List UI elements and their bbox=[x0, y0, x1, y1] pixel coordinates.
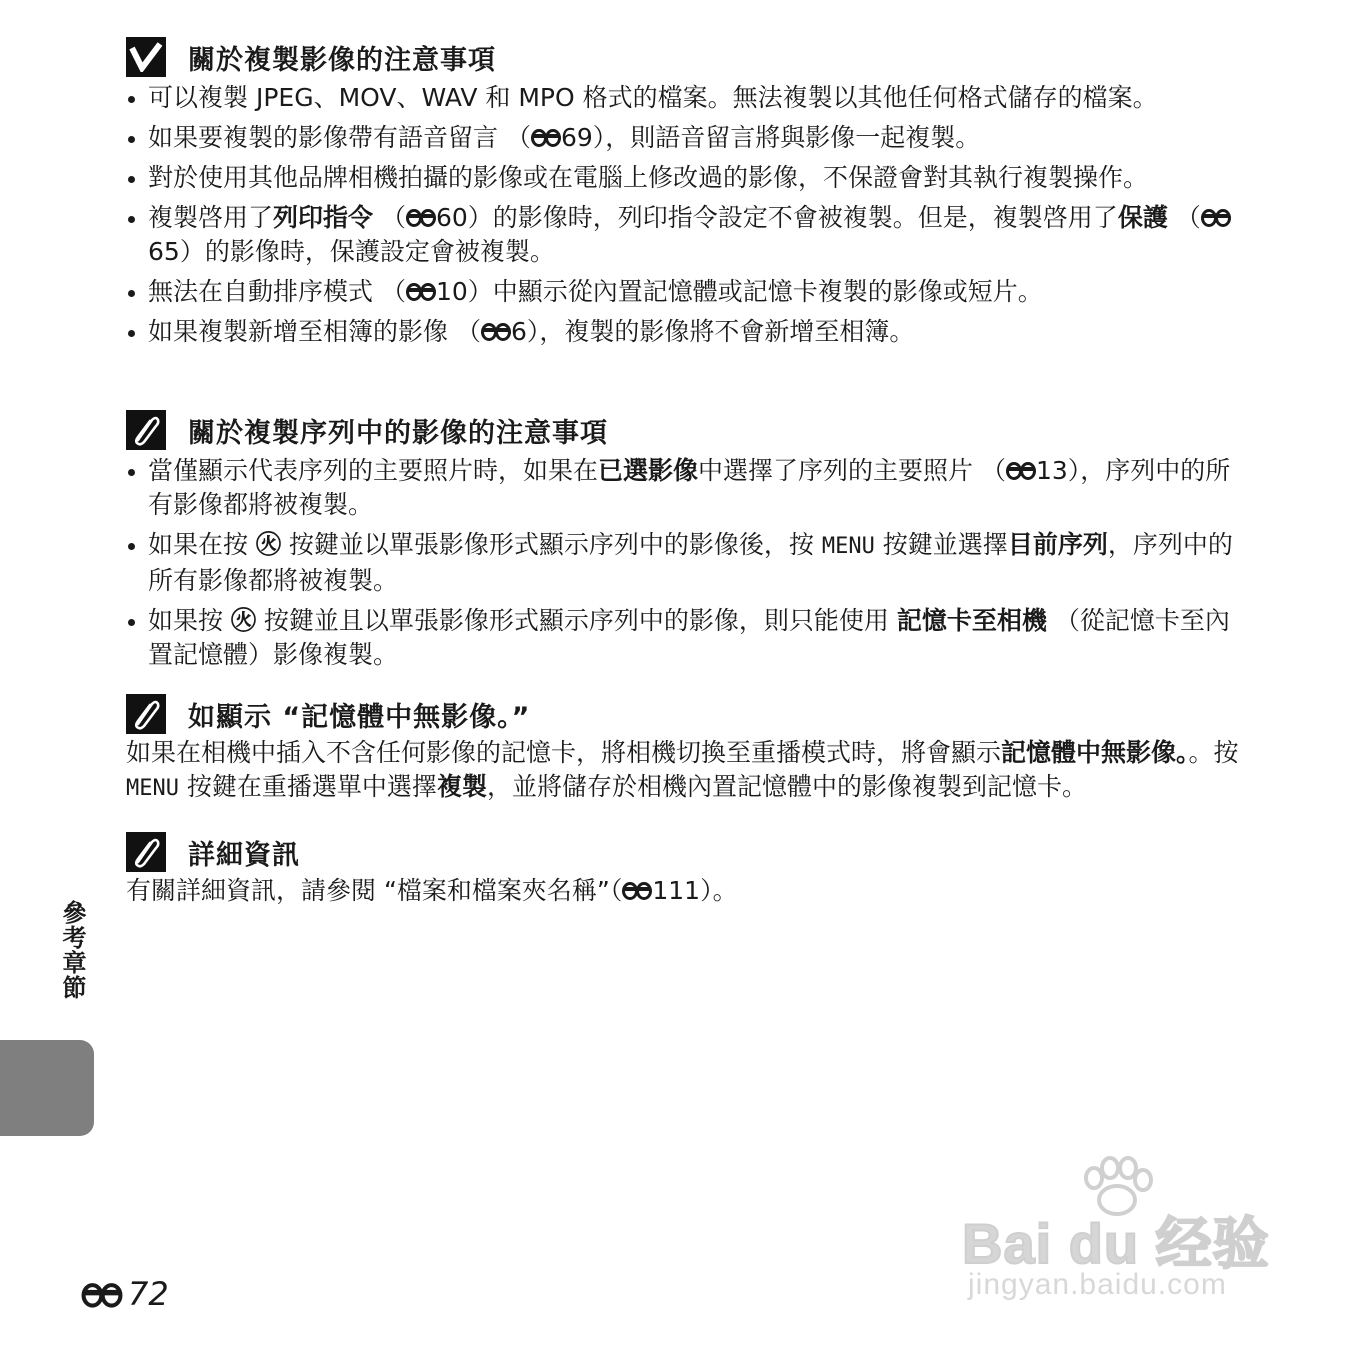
pencil-note-icon bbox=[126, 410, 166, 450]
reference-mark-icon bbox=[622, 879, 652, 901]
bullet-list bbox=[126, 81, 1241, 349]
section-title: 詳細資訊 bbox=[188, 839, 300, 871]
page-number: 72 bbox=[78, 1272, 169, 1316]
section-title: 如顯示 “記憶體中無影像。” bbox=[188, 701, 531, 733]
list-item: 如果要複製的影像帶有語音留言 （ 69），則語音留言將與影像一起複製。 bbox=[126, 121, 1241, 155]
watermark-title: Bai du 经验 bbox=[962, 1212, 1270, 1275]
list-item: 當僅顯示代表序列的主要照片時，如果在已選影像中選擇了序列的主要照片 （ 13），序列中的所有影像都將被複製。 bbox=[126, 454, 1241, 522]
reference-mark-icon bbox=[1006, 459, 1036, 481]
paragraph: 如果在相機中插入不含任何影像的記憶卡，將相機切換至重播模式時，將會顯示記憶體中無影像。。按 MENU 按鍵在重播選單中選擇複製，並將儲存於相機內置記憶體中的影像複製到記憶卡。 bbox=[126, 738, 1239, 801]
list-item: 無法在自動排序模式 （ 10）中顯示從內置記憶體或記憶卡複製的影像或短片。 bbox=[126, 275, 1241, 309]
reference-mark-icon bbox=[531, 126, 561, 148]
pencil-note-icon bbox=[126, 694, 166, 734]
reference-mark-icon bbox=[1201, 206, 1231, 228]
section-sequence-notes bbox=[126, 410, 1241, 678]
reference-mark-icon bbox=[406, 280, 436, 302]
reference-mark-icon bbox=[481, 320, 511, 342]
section-title: 關於複製影像的注意事項 bbox=[188, 44, 496, 76]
chapter-side-label: 參考章節 bbox=[58, 900, 86, 1000]
section-more-info bbox=[126, 832, 1241, 908]
watermark-url: jingyan.baidu.com bbox=[968, 1268, 1227, 1301]
list-item: 如果在按 ㊋ 按鍵並以單張影像形式顯示序列中的影像後，按 MENU 按鍵並選擇目前序列，序列中的所有影像都將被複製。 bbox=[126, 528, 1241, 598]
paragraph: 有關詳細資訊，請參閱 “檔案和檔案夾名稱”（ 111）。 bbox=[126, 876, 738, 905]
list-item: 對於使用其他品牌相機拍攝的影像或在電腦上修改過的影像，不保證會對其執行複製操作。 bbox=[126, 161, 1241, 195]
section-heading bbox=[126, 37, 1241, 77]
ok-button-icon: ㊋ bbox=[230, 606, 256, 635]
check-mark-icon bbox=[126, 37, 166, 77]
watermark bbox=[962, 1156, 1282, 1306]
ok-button-icon: ㊋ bbox=[255, 530, 281, 559]
section-heading bbox=[126, 832, 1241, 872]
pencil-note-icon bbox=[126, 832, 166, 872]
list-item: 複製啓用了列印指令 （ 60）的影像時，列印指令設定不會被複製。但是，複製啓用了保護 （65）的影像時，保護設定會被複製。 bbox=[126, 201, 1241, 269]
section-title: 關於複製序列中的影像的注意事項 bbox=[188, 417, 608, 449]
reference-mark-icon bbox=[78, 1279, 126, 1309]
section-no-images bbox=[126, 694, 1241, 806]
bullet-list bbox=[126, 454, 1241, 672]
reference-mark-icon bbox=[406, 206, 436, 228]
list-item: 如果按 ㊋ 按鍵並且以單張影像形式顯示序列中的影像，則只能使用 記憶卡至相機 （從記憶卡至內置記憶體）影像複製。 bbox=[126, 604, 1241, 672]
section-heading bbox=[126, 694, 1241, 734]
section-heading bbox=[126, 410, 1241, 450]
list-item: 可以複製 JPEG、MOV、WAV 和 MPO 格式的檔案。無法複製以其他任何格式儲存的檔案。 bbox=[126, 81, 1241, 115]
list-item: 如果複製新增至相簿的影像 （ 6），複製的影像將不會新增至相簿。 bbox=[126, 315, 1241, 349]
chapter-tab bbox=[0, 1040, 94, 1136]
section-copy-notes bbox=[126, 37, 1241, 355]
